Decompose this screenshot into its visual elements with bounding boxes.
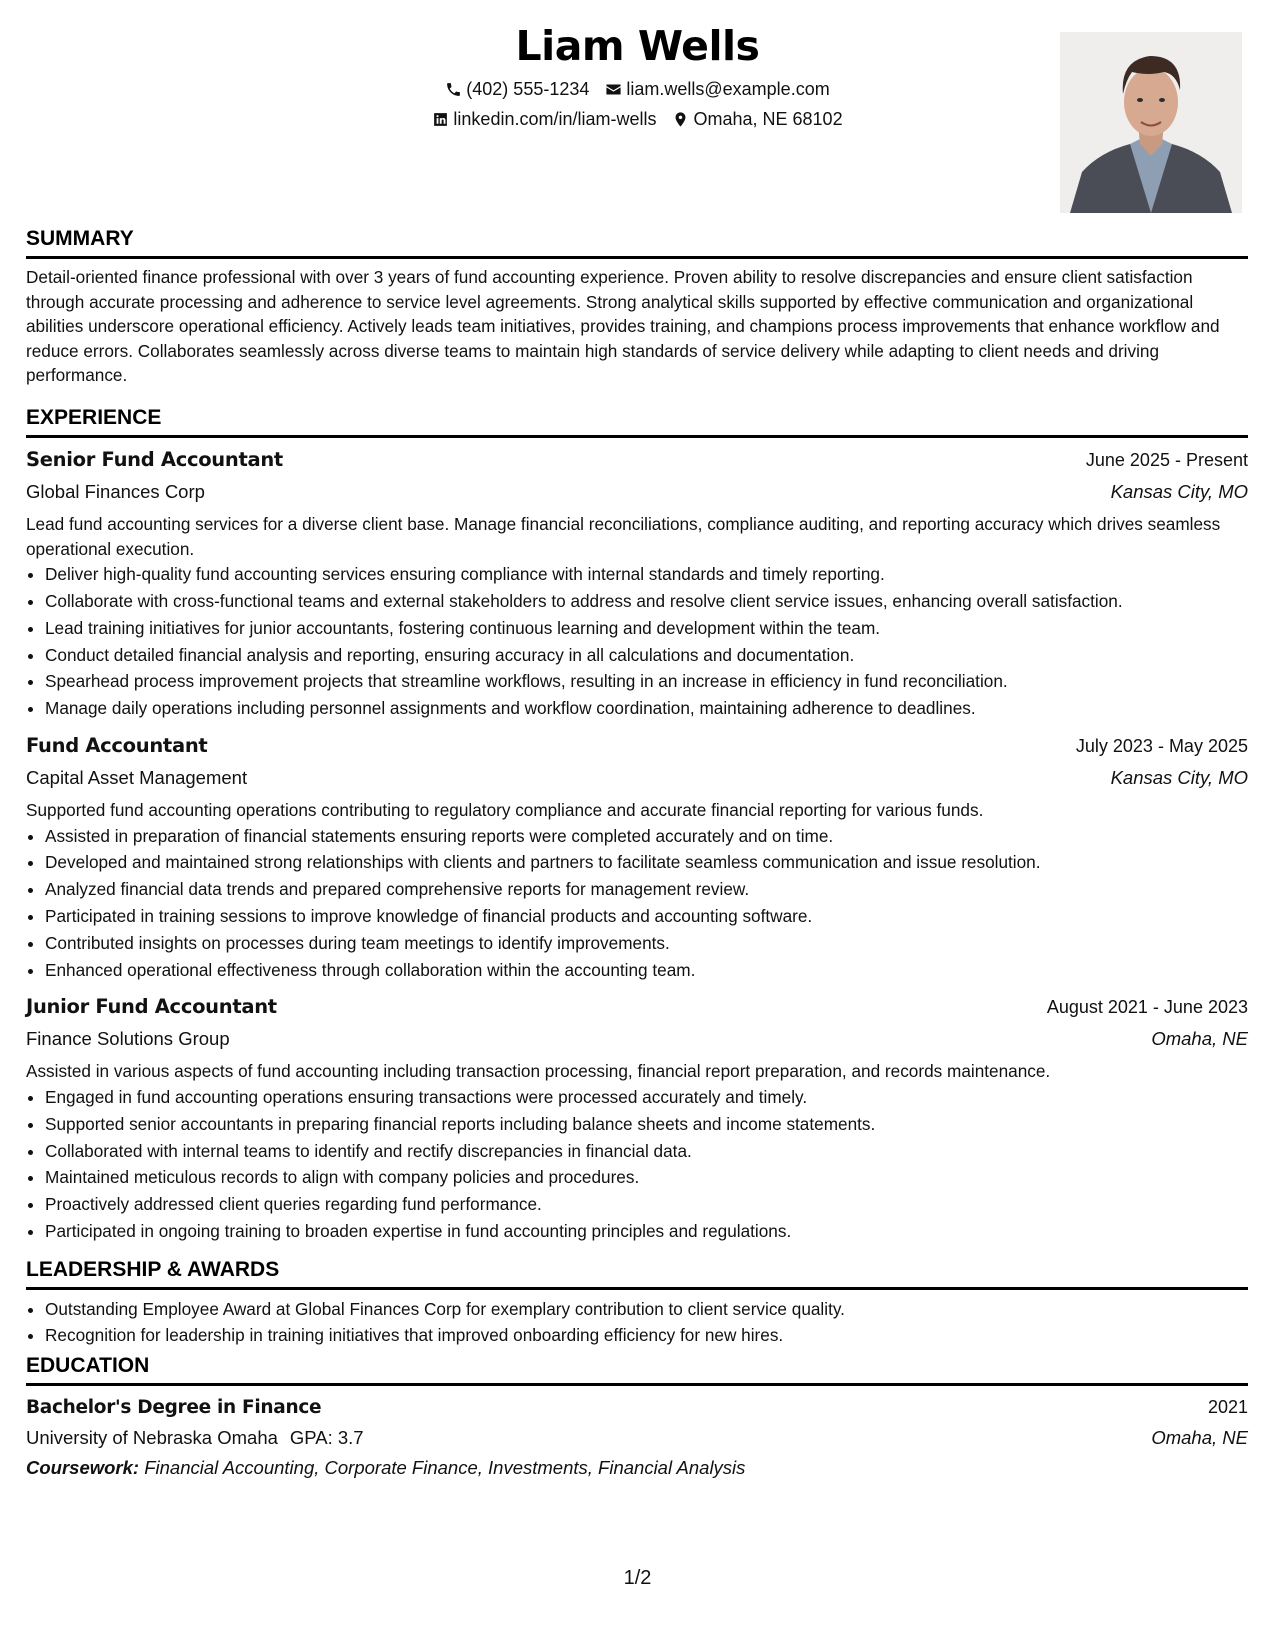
summary-heading: SUMMARY [26,222,1248,259]
education-year: 2021 [1207,1397,1248,1418]
job-bullet: • Participated in training sessions to improve knowledge of financial products and accounting software. [45,903,1248,930]
map-pin-icon [672,111,689,128]
location-contact [672,104,842,134]
job-bullet: • Collaborated with internal teams to identify and rectify discrepancies in financial data. [45,1138,1248,1165]
award-item: • Recognition for leadership in training initiatives that improved onboarding efficiency for new hires. [45,1322,1248,1349]
profile-photo [1060,32,1242,213]
job-bullet: • Proactively addressed client queries regarding fund performance. [45,1191,1248,1218]
job-bullet: • Supported senior accountants in preparing financial reports including balance sheets and income statements. [45,1111,1248,1138]
job-bullet: • Assisted in preparation of financial statements ensuring reports were completed accurately and on time. [45,823,1248,850]
job-dates: August 2021 - June 2023 [1046,997,1248,1018]
phone-icon [445,81,462,98]
job-title: Fund Accountant [26,733,208,757]
job-company: Global Finances Corp [26,480,205,502]
job-entry [26,444,1248,722]
job-bullet: • Developed and maintained strong relationships with clients and partners to facilitate seamless communication and issue resolution. [45,849,1248,876]
job-bullet: • Participated in ongoing training to broaden expertise in fund accounting principles and regulations. [45,1218,1248,1245]
job-bullet: • Spearhead process improvement projects that streamline workflows, resulting in an increase in efficiency in fund reconciliation. [45,668,1248,695]
job-bullet: • Conduct detailed financial analysis and reporting, ensuring accuracy in all calculations and documentation. [45,642,1248,669]
profile-photo-illustration [1060,32,1242,213]
education-heading: EDUCATION [26,1349,1248,1386]
job-title: Senior Fund Accountant [26,447,283,471]
email-contact[interactable] [605,74,829,104]
education-header [26,1392,1248,1423]
resume-body [26,222,1248,1483]
job-description: Supported fund accounting operations contributing to regulatory compliance and accurate financial reporting for various funds. [26,799,984,820]
experience-section [26,401,1248,1245]
job-bullet: • Deliver high-quality fund accounting services ensuring compliance with internal standards and timely reporting. [45,561,1248,588]
job-bullets [26,823,1248,984]
job-subheader [26,476,1248,508]
job-company: Finance Solutions Group [26,1028,230,1050]
candidate-name: Liam Wells [515,22,760,70]
job-bullet: • Manage daily operations including personnel assignments and workflow coordination, maintaining adherence to deadlines. [45,695,1248,722]
experience-heading: EXPERIENCE [26,401,1248,438]
job-dates: July 2023 - May 2025 [1075,735,1248,756]
email-link[interactable]: liam.wells@example.com [626,79,830,99]
awards-section [26,1253,1248,1350]
job-bullet: • Analyzed financial data trends and prepared comprehensive reports for management review. [45,876,1248,903]
job-location: Kansas City, MO [1110,766,1248,788]
education-gpa: GPA: 3.7 [289,1427,364,1449]
job-header [26,991,1248,1023]
job-title: Junior Fund Accountant [26,995,277,1019]
envelope-icon [605,81,622,98]
awards-list [26,1296,1248,1350]
linkedin-link[interactable]: linkedin.com/in/liam-wells [453,109,657,129]
education-school: University of Nebraska Omaha [26,1427,278,1449]
job-entry [26,730,1248,983]
job-bullet: • Contributed insights on processes during team meetings to identify improvements. [45,930,1248,957]
job-bullets [26,1084,1248,1245]
job-bullet: • Maintained meticulous records to align with company policies and procedures. [45,1164,1248,1191]
education-school-line [26,1423,364,1453]
coursework-list: Financial Accounting, Corporate Finance, Investments, Financial Analysis [144,1457,746,1479]
award-item: • Outstanding Employee Award at Global Finances Corp for exemplary contribution to client service quality. [45,1296,1248,1323]
job-bullet: • Enhanced operational effectiveness through collaboration within the accounting team. [45,957,1248,984]
job-bullet: • Engaged in fund accounting operations ensuring transactions were processed accurately and timely. [45,1084,1248,1111]
job-entry [26,991,1248,1244]
page-number: 1/2 [623,1567,652,1589]
linkedin-icon [432,111,449,128]
job-header [26,730,1248,762]
job-subheader [26,1023,1248,1055]
job-description: Lead fund accounting services for a diverse client base. Manage financial reconciliations, compliance auditing, and reporting accuracy which drives seamless operational execution. [26,513,1221,559]
job-company: Capital Asset Management [26,766,248,788]
job-location: Kansas City, MO [1110,480,1248,502]
education-section [26,1349,1248,1483]
job-dates: June 2025 - Present [1085,449,1248,470]
education-location: Omaha, NE [1151,1427,1248,1449]
awards-heading: LEADERSHIP & AWARDS [26,1253,1248,1290]
coursework-label: Coursework: [26,1457,140,1479]
education-degree: Bachelor's Degree in Finance [26,1397,322,1419]
phone-contact [445,74,589,104]
education-coursework [26,1453,1248,1483]
linkedin-contact[interactable] [432,104,656,134]
job-bullets [26,561,1248,722]
phone-text: (402) 555-1234 [466,79,590,99]
job-subheader [26,762,1248,794]
summary-section [26,222,1248,388]
summary-text: Detail-oriented finance professional with over 3 years of fund accounting experience. Proven ability to resolve discrepancies and ensure client satisfaction through accurate processing and adherence to service level agreements. Strong analytical skills supported by effective communication and organizational abilities underscore operational efficiency. Actively leads team initiatives, provides training, and champions process improvements that enhance workflow and reduce errors. Collaborates seamlessly across diverse teams to maintain high standards of service delivery while adapting to client needs and driving performance. [26,267,1220,386]
location-text: Omaha, NE 68102 [693,109,843,129]
job-bullet: • Lead training initiatives for junior accountants, fostering continuous learning and development within the team. [45,615,1248,642]
education-subheader [26,1423,1248,1453]
job-header [26,444,1248,476]
job-location: Omaha, NE [1151,1028,1248,1050]
job-bullet: • Collaborate with cross-functional teams and external stakeholders to address and resolve client service issues, enhancing overall satisfaction. [45,588,1248,615]
job-description: Assisted in various aspects of fund accounting including transaction processing, financial report preparation, and records maintenance. [26,1061,1051,1082]
